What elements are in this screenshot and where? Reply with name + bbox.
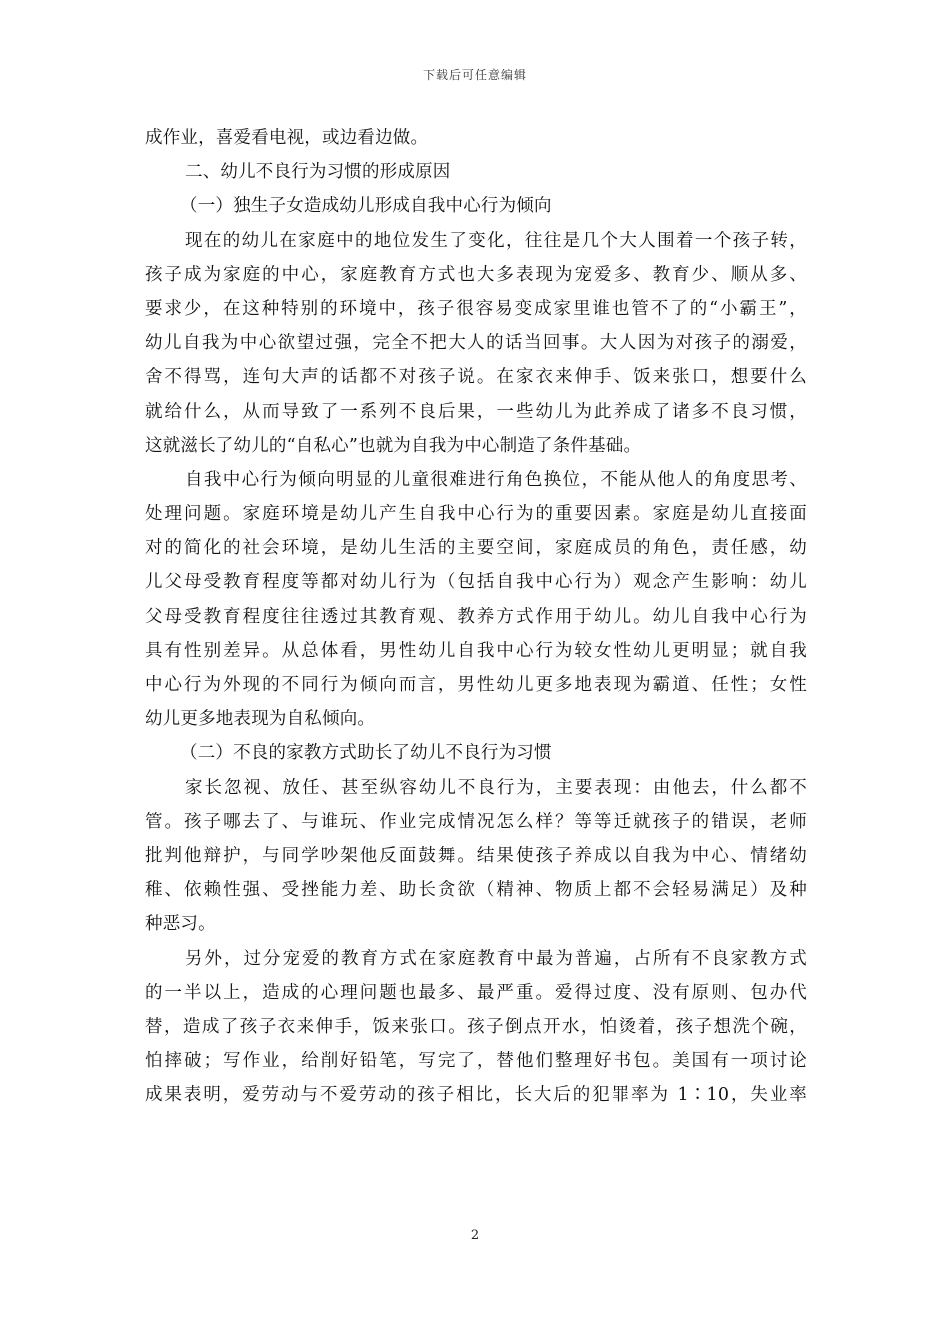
- text-line: 舍不得骂，连句大声的话都不对孩子说。在家衣来伸手、饭来张口，想要什么: [145, 367, 807, 388]
- text-line: 的一半以上，造成的心理问题也最多、最严重。爱得过度、没有原则、包办代: [145, 982, 807, 1003]
- text-line: 孩子成为家庭的中心，家庭教育方式也大多表现为宠爱多、教育少、顺从多、: [145, 264, 807, 285]
- paragraph-first-line: 另外，过分宠爱的教育方式在家庭教育中最为普遍，占所有不良家教方式: [185, 948, 807, 969]
- text-line: 父母受教育程度往往透过其教育观、教养方式作用于幼儿。幼儿自我中心行为: [145, 606, 807, 627]
- paragraph-first-line: 家长忽视、放任、甚至纵容幼儿不良行为，主要表现：由他去，什么都不: [185, 777, 807, 798]
- text-line: 这就滋长了幼儿的“自私心”也就为自我为中心制造了条件基础。: [145, 435, 642, 456]
- text-line: 管。孩子哪去了、与谁玩、作业完成情况怎么样？等等迁就孩子的错误，老师: [145, 811, 807, 832]
- text-line: 要求少，在这种特别的环境中，孩子很容易变成家里谁也管不了的“小霸王”，: [145, 298, 807, 319]
- text-line: 成作业，喜爱看电视，或边看边做。: [145, 128, 429, 148]
- paragraph-first-line: 现在的幼儿在家庭中的地位发生了变化，往往是几个大人围着一个孩子转，: [185, 230, 807, 251]
- text-line: 处理问题。家庭环境是幼儿产生自我中心行为的重要因素。家庭是幼儿直接面: [145, 504, 807, 525]
- paragraph-first-line: 自我中心行为倾向明显的儿童很难进行角色换位，不能从他人的角度思考、: [185, 469, 807, 490]
- subsection-heading: （二）不良的家教方式助长了幼儿不良行为习惯: [180, 743, 552, 764]
- text-line: 成果表明，爱劳动与不爱劳动的孩子相比，长大后的犯罪率为 1∶10，失业率: [145, 1085, 807, 1106]
- text-line: 中心行为外现的不同行为倾向而言，男性幼儿更多地表现为霸道、任性；女性: [145, 675, 807, 695]
- text-line: 幼儿更多地表现为自私倾向。: [145, 709, 376, 730]
- section-heading: 二、幼儿不良行为习惯的形成原因: [185, 162, 451, 183]
- subsection-heading: （一）独生子女造成幼儿形成自我中心行为倾向: [180, 196, 552, 217]
- text-line: 对的简化的社会环境，是幼儿生活的主要空间，家庭成员的角色，责任感，幼: [145, 538, 807, 559]
- text-line: 种恶习。: [145, 914, 216, 935]
- page-header: 下载后可任意编辑: [422, 68, 527, 82]
- text-line: 稚、依赖性强、受挫能力差、助长贪欲（精神、物质上都不会轻易满足）及种: [145, 880, 807, 901]
- text-line: 怕摔破；写作业，给削好铅笔，写完了，替他们整理好书包。美国有一项讨论: [145, 1051, 807, 1072]
- text-line: 就给什么，从而导致了一系列不良后果，一些幼儿为此养成了诸多不良习惯，: [145, 401, 807, 422]
- text-line: 替，造成了孩子衣来伸手，饭来张口。孩子倒点开水，怕烫着，孩子想洗个碗，: [145, 1016, 807, 1037]
- document-body: [145, 121, 807, 1112]
- text-line: 儿父母受教育程度等都对幼儿行为（包括自我中心行为）观念产生影响：幼儿: [145, 572, 807, 593]
- text-line: 批判他辩护，与同学吵架他反面鼓舞。结果使孩子养成以自我为中心、情绪幼: [145, 845, 807, 866]
- text-line: 具有性别差异。从总体看，男性幼儿自我中心行为较女性幼儿更明显；就自我: [145, 640, 807, 661]
- text-line: 幼儿自我为中心欲望过强，完全不把大人的话当回事。大人因为对孩子的溺爱，: [145, 333, 807, 354]
- page-number: 2: [470, 1228, 480, 1243]
